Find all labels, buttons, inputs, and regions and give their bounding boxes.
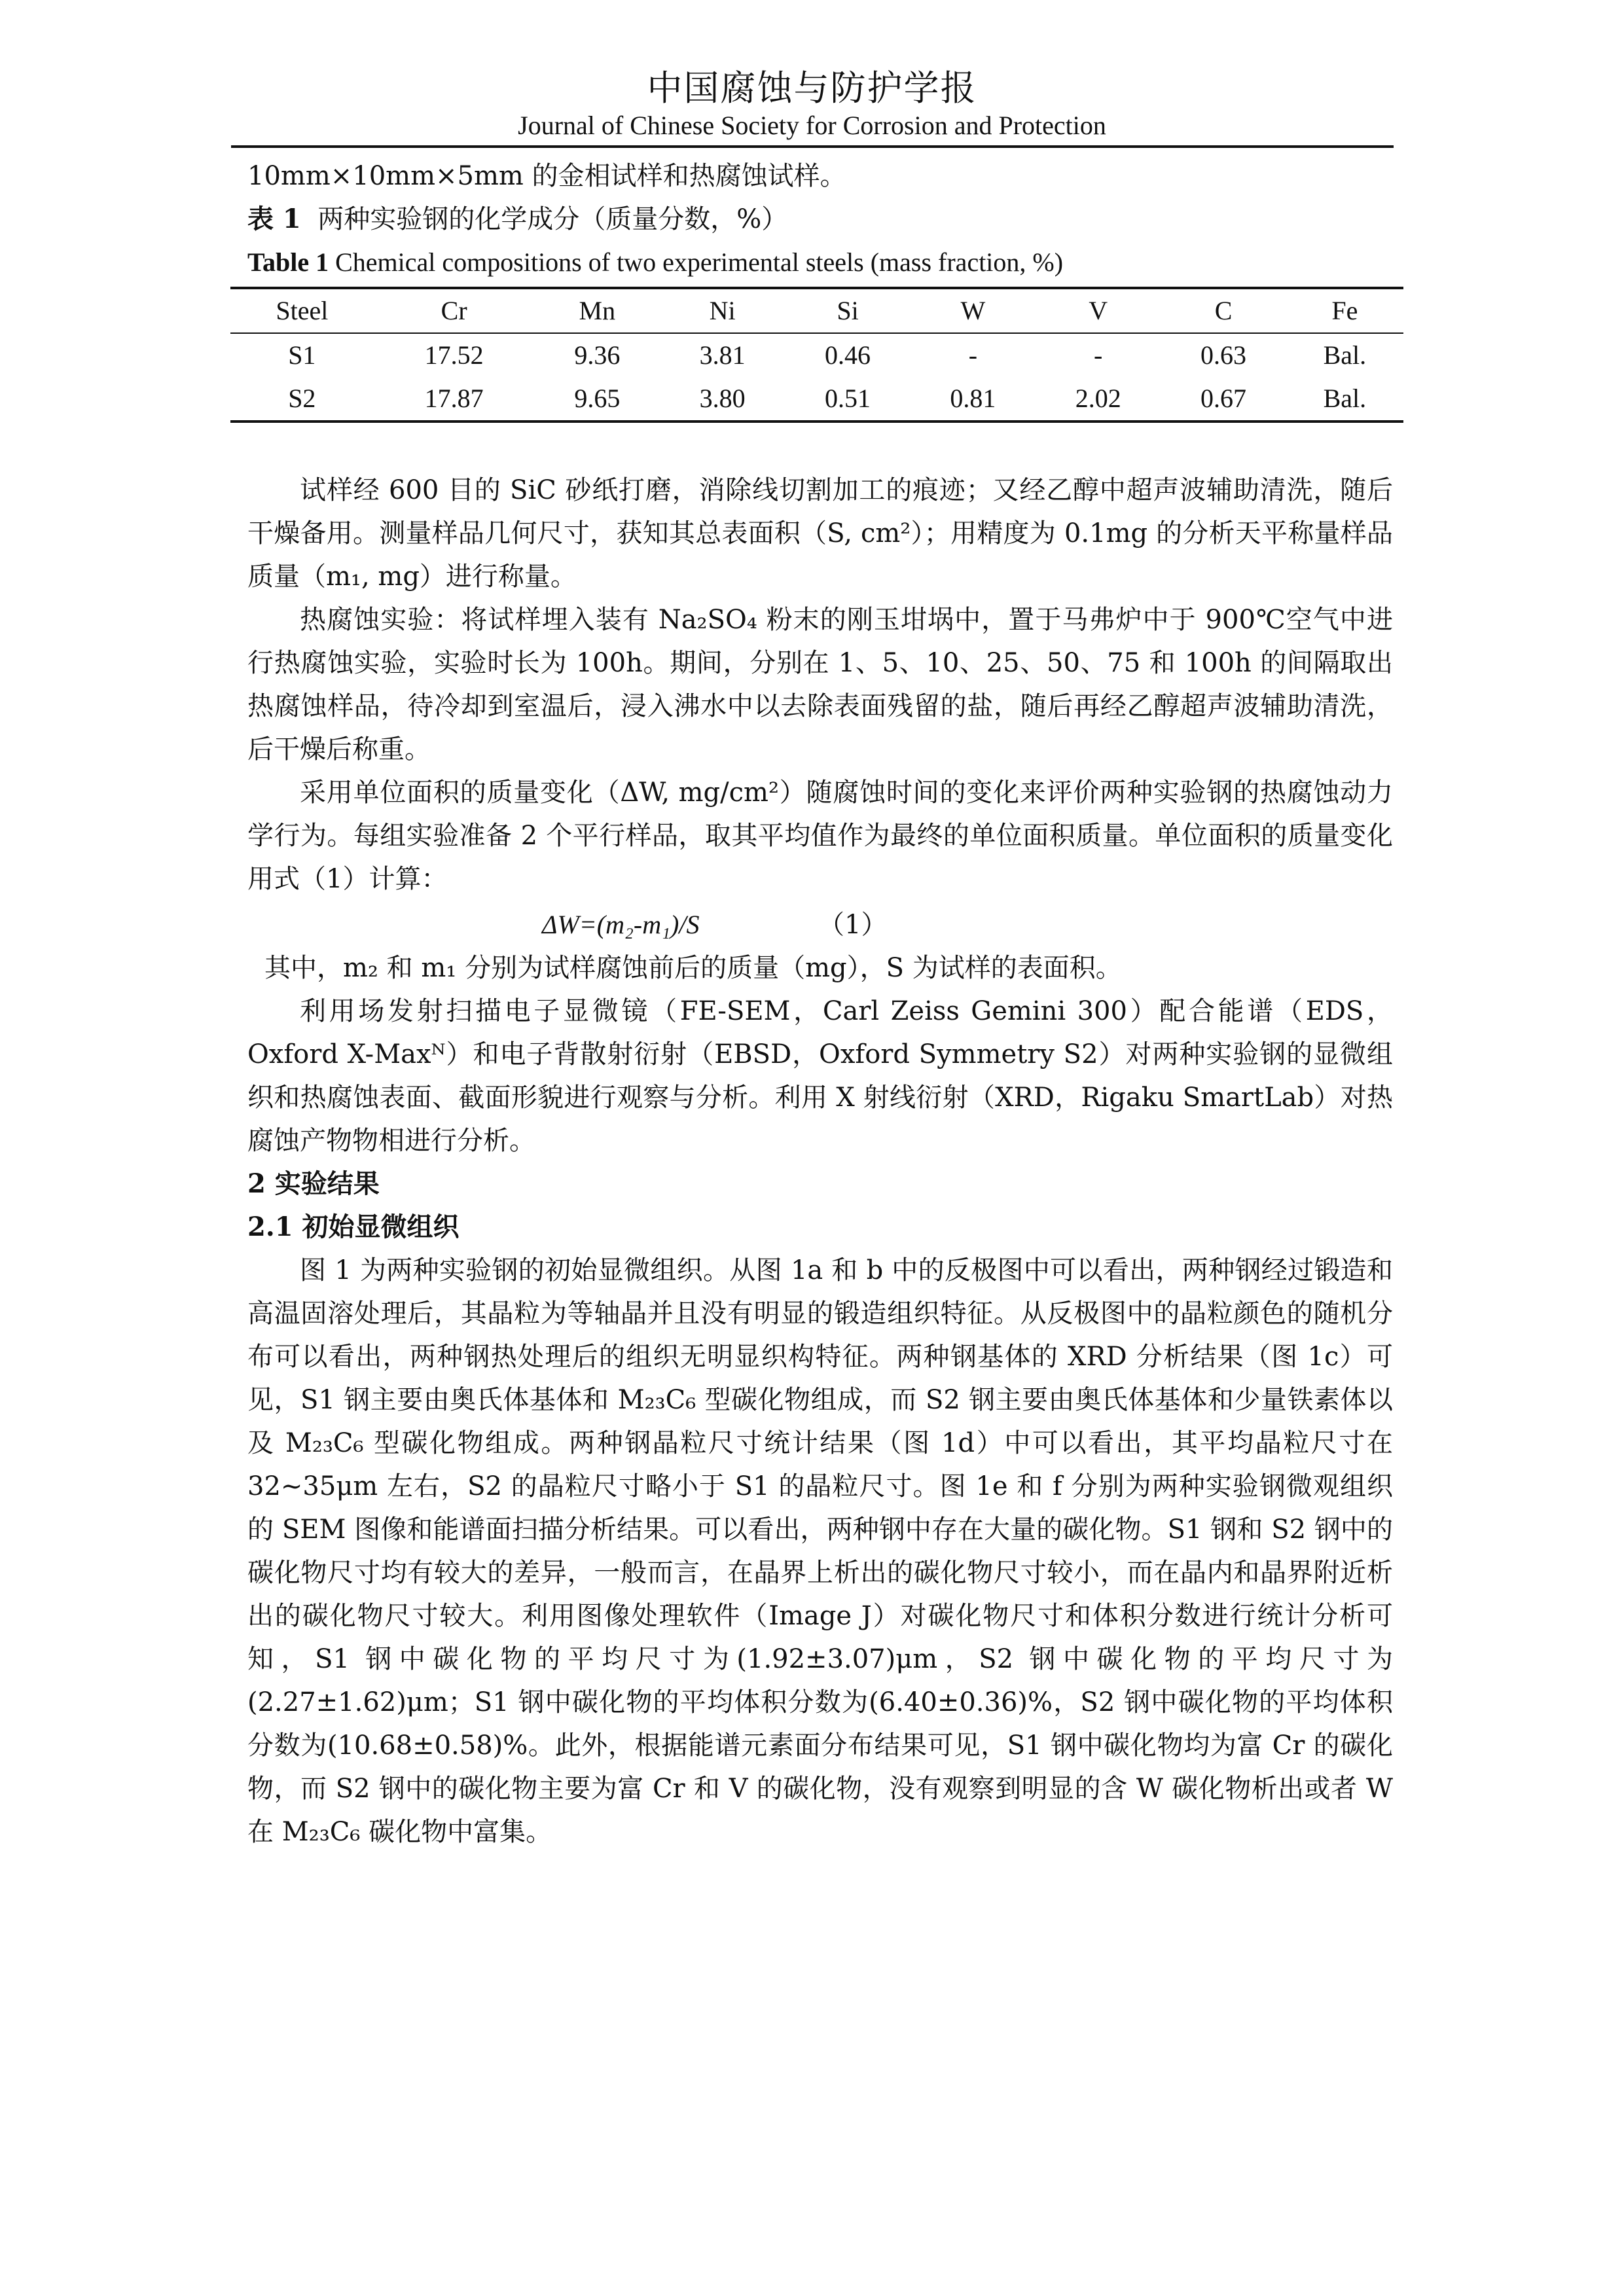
col-header: Ni <box>660 288 785 333</box>
table-cell: 3.81 <box>699 340 746 370</box>
table-cell: S2 <box>230 377 374 422</box>
col-header: Steel <box>230 288 374 333</box>
table-cell: 9.36 <box>574 340 621 370</box>
paragraph-hot-corrosion: 热腐蚀实验：将试样埋入装有 Na₂SO₄ 粉末的刚玉坩埚中，置于马弗炉中于 900℃空气中进行热腐蚀实验，实验时长为 100h。期间，分别在 1、5、10、25、50、75 和 100h 的间隔取出热腐蚀样品，待冷却到室温后，浸入沸水中以去除表面残留的盐，随后再经乙醇超声波辅助清洗，后干燥后称重。 <box>247 605 1393 764</box>
table-cell: 3.80 <box>660 377 785 422</box>
journal-title-cn: 中国腐蚀与防护学报 <box>647 67 977 109</box>
table-cell: 0.46 <box>825 340 871 370</box>
table-cell: 0.51 <box>785 377 910 422</box>
col-header: V <box>1036 288 1161 333</box>
paragraph-sample-prep: 试样经 600 目的 SiC 砂纸打磨，消除线切割加工的痕迹；又经乙醇中超声波辅助清洗，随后干燥备用。测量样品几何尺寸，获知其总表面积（S, cm²）；用精度为 0.1mg 的分析天平称量样品质量（m₁, mg）进行称量。 <box>247 475 1393 592</box>
spacer <box>247 423 1393 469</box>
paragraph-characterization: 利用场发射扫描电子显微镜（FE-SEM，Carl Zeiss Gemini 300）配合能谱（EDS，Oxford X-Maxᴺ）和电子背散射衍射（EBSD，Oxford Symmetry S2）对两种实验钢的显微组织和热腐蚀表面、截面形貌进行观察与分析。利用 X 射线衍射（XRD，Rigaku SmartLab）对热腐蚀产物物相进行分析。 <box>247 996 1393 1156</box>
col-header: W <box>911 288 1036 333</box>
table-title-en: Chemical compositions of two experimental steels (mass fraction, %) <box>335 247 1064 277</box>
table-caption-en <box>247 241 1393 284</box>
table-cell: 0.81 <box>911 377 1036 422</box>
equation-expression: ΔW=(m₂-m₁)/S <box>542 910 700 939</box>
table-cell: 0.63 <box>1200 340 1247 370</box>
col-header: Fe <box>1286 288 1403 333</box>
table-cell: Bal. <box>1323 340 1367 370</box>
body-text <box>247 154 1393 1854</box>
table-header-row <box>230 288 1403 333</box>
table-row <box>230 377 1403 422</box>
table-title-cn: 两种实验钢的化学成分（质量分数，%） <box>317 204 788 234</box>
col-header: Mn <box>535 288 660 333</box>
table-row <box>230 333 1403 377</box>
table-label-cn: 表 1 <box>247 204 301 234</box>
col-header: Si <box>785 288 910 333</box>
header-rule <box>231 145 1394 148</box>
table-cell: 9.65 <box>535 377 660 422</box>
table-caption-cn <box>247 198 1393 241</box>
paragraph-equation-note: 其中，m₂ 和 m₁ 分别为试样腐蚀前后的质量（mg），S 为试样的表面积。 <box>264 953 1122 983</box>
equation-number: （1） <box>818 910 888 940</box>
table-cell: - <box>968 340 978 370</box>
journal-title-en: Journal of Chinese Society for Corrosion and Protection <box>518 111 1106 140</box>
col-header: Cr <box>374 288 535 333</box>
table-cell: 17.87 <box>374 377 535 422</box>
table-cell: 0.67 <box>1161 377 1286 422</box>
section-heading-2-1: 2.1 初始显微组织 <box>247 1211 460 1242</box>
table-label-en: Table 1 <box>247 247 329 277</box>
paragraph-microstructure: 图 1 为两种实验钢的初始显微组织。从图 1a 和 b 中的反极图中可以看出，两种钢经过锻造和高温固溶处理后，其晶粒为等轴晶并且没有明显的锻造组织特征。从反极图中的晶粒颜色的随机分布可以看出，两种钢热处理后的组织无明显织构特征。两种钢基体的 XRD 分析结果（图 1c）可见，S1 钢主要由奥氏体基体和 M₂₃C₆ 型碳化物组成，而 S2 钢主要由奥氏体基体和少量铁素体以及 M₂₃C₆ 型碳化物组成。两种钢晶粒尺寸统计结果（图 1d）中可以看出，其平均晶粒尺寸在 32~35μm 左右，S2 的晶粒尺寸略小于 S1 的晶粒尺寸。图 1e 和 f 分别为两种实验钢微观组织的 SEM 图像和能谱面扫描分析结果。可以看出，两种钢中存在大量的碳化物。S1 钢和 S2 钢中的碳化物尺寸均有较大的差异，一般而言，在晶界上析出的碳化物尺寸较小，而在晶内和晶界附近析出的碳化物尺寸较大。利用图像处理软件（Image J）对碳化物尺寸和体积分数进行统计分析可知，S1 钢中碳化物的平均尺寸为(1.92±3.07)μm，S2 钢中碳化物的平均尺寸为(2.27±1.62)μm；S1 钢中碳化物的平均体积分数为(6.40±0.36)%，S2 钢中碳化物的平均体积分数为(10.68±0.58)%。此外，根据能谱元素面分布结果可见，S1 钢中碳化物均为富 Cr 的碳化物，而 S2 钢中的碳化物主要为富 Cr 和 V 的碳化物，没有观察到明显的含 W 碳化物析出或者 W 在 M₂₃C₆ 碳化物中富集。 <box>247 1255 1393 1847</box>
col-header: C <box>1161 288 1286 333</box>
intro-line: 10mm×10mm×5mm 的金相试样和热腐蚀试样。 <box>247 161 846 191</box>
table-cell: S1 <box>288 340 316 370</box>
table-cell: 17.52 <box>424 340 484 370</box>
paragraph-kinetics: 采用单位面积的质量变化（ΔW, mg/cm²）随腐蚀时间的变化来评价两种实验钢的热腐蚀动力学行为。每组实验准备 2 个平行样品，取其平均值作为最终的单位面积质量。单位面积的质量变化用式（1）计算： <box>247 778 1393 894</box>
table-cell: 2.02 <box>1036 377 1161 422</box>
equation-1 <box>247 903 1393 946</box>
table-cell: - <box>1094 340 1103 370</box>
composition-table <box>230 287 1403 423</box>
section-heading-2: 2 实验结果 <box>247 1168 380 1199</box>
table-cell: Bal. <box>1286 377 1403 422</box>
